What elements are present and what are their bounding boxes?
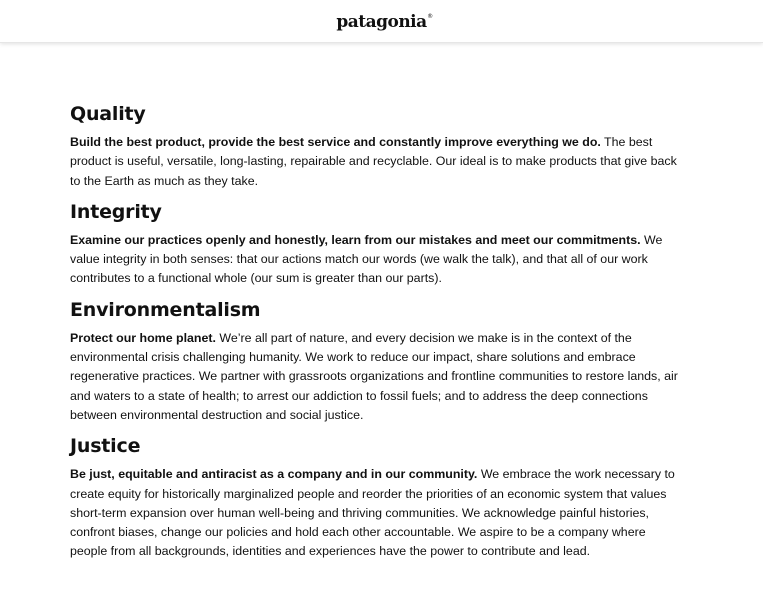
core-values-section (70, 102, 686, 571)
value-environmentalism (70, 298, 686, 425)
value-integrity (70, 200, 686, 289)
registered-mark: ® (427, 12, 433, 20)
value-body: We embrace the work necessary to create equity for historically marginalized people and reorder the priorities of an economic system that values short-term expansion over human well-being and thriving communities. We acknowledge painful histories, confront biases, change our policies and hold each other accountable. We aspire to be a company where people from all backgrounds, identities and experiences have the power to contribute and lead. (70, 467, 675, 559)
value-lead: Be just, equitable and antiracist as a company and in our community. (70, 467, 478, 482)
value-lead: Protect our home planet. (70, 330, 216, 345)
site-header (0, 0, 763, 43)
value-paragraph (70, 329, 686, 425)
value-heading: Integrity (70, 200, 162, 223)
value-paragraph (70, 133, 686, 191)
value-justice (70, 434, 686, 561)
patagonia-logo[interactable] (336, 11, 433, 32)
value-lead: Examine our practices openly and honestly, learn from our mistakes and meet our commitments. (70, 232, 641, 247)
value-paragraph (70, 465, 686, 561)
value-body: We’re all part of nature, and every decision we make is in the context of the environmental crisis challenging humanity. We work to reduce our impact, share solutions and embrace regenerative practices. We partner with grassroots organizations and frontline communities to restore lands, air and waters to a state of health; to arrest our addiction to fossil fuels; and to address the deep connections between environmental destruction and social justice. (70, 330, 678, 422)
value-heading: Quality (70, 103, 146, 125)
value-body: The best product is useful, versatile, long-lasting, repairable and recyclable. Our ideal is to make products that give back to the Earth as much as they take. (70, 135, 677, 188)
value-heading: Justice (70, 435, 141, 458)
value-quality (70, 102, 686, 191)
value-body: We value integrity in both senses: that our actions match our words (we walk the talk), and that all of our work contributes to a functional whole (our sum is greater than our parts). (70, 232, 663, 286)
logo-text: patagonia (336, 11, 427, 32)
value-paragraph (70, 231, 686, 289)
value-heading: Environmentalism (70, 298, 261, 321)
value-lead: Build the best product, provide the best service and constantly improve everything we do. (70, 135, 601, 149)
